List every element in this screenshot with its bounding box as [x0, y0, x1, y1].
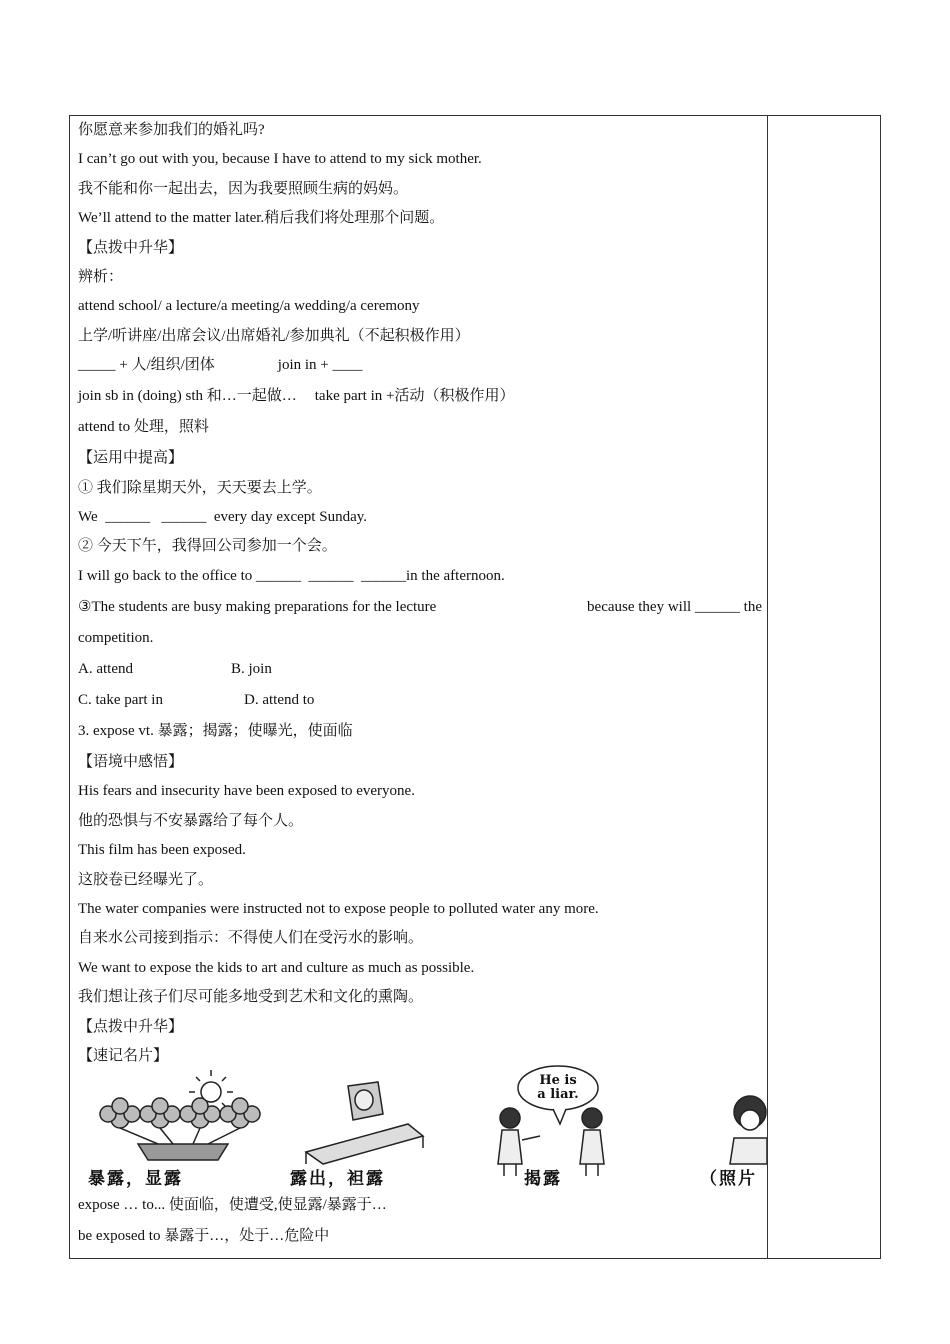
bed-icon — [306, 1082, 423, 1164]
bubble-text-line: He is — [539, 1073, 577, 1088]
example-sentence: The water companies were instructed not to expose people to polluted water any more. — [78, 900, 599, 917]
usage-line: attend school/ a lecture/a meeting/a wedding/a ceremony — [78, 298, 420, 315]
option-row — [78, 655, 762, 686]
question-part: ③The students are busy making preparations for the lecture — [78, 598, 437, 615]
option-c: C. take part in — [78, 691, 163, 708]
usage-phrase: join sb in (doing) sth 和…一起做… — [78, 388, 297, 405]
girl-icon — [730, 1096, 767, 1164]
example-sentence: We want to expose the kids to art and culture as much as possible. — [78, 959, 475, 976]
section-heading: 【速记名片】 — [78, 1047, 169, 1064]
section-heading: 【点拨中升华】 — [78, 239, 184, 256]
phrase-entry: be exposed to 暴露于…，处于…危险中 — [78, 1228, 330, 1244]
exercise-question: competition. — [78, 629, 154, 646]
option-b: B. join — [231, 660, 272, 677]
example-sentence: We’ll attend to the matter later.稍后我们将处理那个问题。 — [78, 210, 445, 227]
usage-phrase: take part in +活动（积极作用） — [314, 388, 515, 405]
example-translation: 这胶卷已经曝光了。 — [78, 871, 214, 888]
phrase-entry: expose … to... 使面临，使遭受,使显露/暴露于… — [78, 1197, 387, 1213]
section-heading: 【语境中感悟】 — [78, 753, 184, 770]
exercise-blank-line: I will go back to the office to ______ ______ ______in the afternoon. — [78, 567, 505, 584]
illustration-caption: （照片 — [700, 1169, 757, 1189]
example-translation: 我不能和你一起出去，因为我要照顾生病的妈妈。 — [78, 180, 409, 197]
example-translation: 他的恐惧与不安暴露给了每个人。 — [78, 812, 304, 829]
flower-stems-icon — [120, 1128, 240, 1144]
option-d: D. attend to — [244, 691, 315, 708]
example-translation: 我们想让孩子们尽可能多地受到艺术和文化的熏陶。 — [78, 989, 424, 1006]
exercise-prompt: ② 今天下午，我得回公司参加一个会。 — [78, 538, 337, 555]
option-a: A. attend — [78, 660, 133, 677]
exercise-prompt: ① 我们除星期天外，天天要去上学。 — [78, 479, 322, 496]
exercise-blank-line: We ______ ______ every day except Sunday. — [78, 509, 367, 526]
example-sentence: His fears and insecurity have been exposed to everyone. — [78, 783, 415, 800]
column-divider — [767, 115, 768, 1259]
question-part: because they will ______ the — [587, 598, 762, 615]
example-sentence: 你愿意来参加我们的婚礼吗? — [78, 122, 265, 138]
example-translation: 自来水公司接到指示：不得使人们在受污水的影响。 — [78, 930, 424, 947]
label-text: 辨析： — [78, 269, 124, 286]
section-heading: 【运用中提高】 — [78, 450, 184, 467]
main-content — [78, 116, 762, 1071]
example-sentence: This film has been exposed. — [78, 842, 246, 859]
option-row — [78, 686, 762, 717]
usage-line — [78, 351, 762, 382]
exercise-question — [78, 593, 762, 624]
fill-blank-phrase: join in + ____ — [277, 357, 363, 374]
vocab-entry: 3. expose vt. 暴露；揭露；使曝光，使面临 — [78, 722, 353, 739]
usage-line: attend to 处理，照料 — [78, 419, 209, 436]
illustration-caption: 露出，袒露 — [290, 1169, 385, 1189]
illustration-caption: 暴露，显露 — [88, 1169, 183, 1189]
usage-translation: 上学/听讲座/出席会议/出席婚礼/参加典礼（不起积极作用） — [78, 327, 470, 344]
usage-line — [78, 382, 762, 413]
vocabulary-illustration — [78, 1064, 767, 1192]
section-heading: 【点拨中升华】 — [78, 1018, 184, 1035]
summary-lines — [78, 1191, 762, 1253]
example-sentence: I can’t go out with you, because I have to attend to my sick mother. — [78, 151, 482, 168]
illustration-caption: 揭露 — [524, 1169, 562, 1189]
fill-blank-phrase: _____ + 人/组织/团体 — [78, 357, 215, 374]
bubble-text-line: a liar. — [537, 1087, 579, 1102]
